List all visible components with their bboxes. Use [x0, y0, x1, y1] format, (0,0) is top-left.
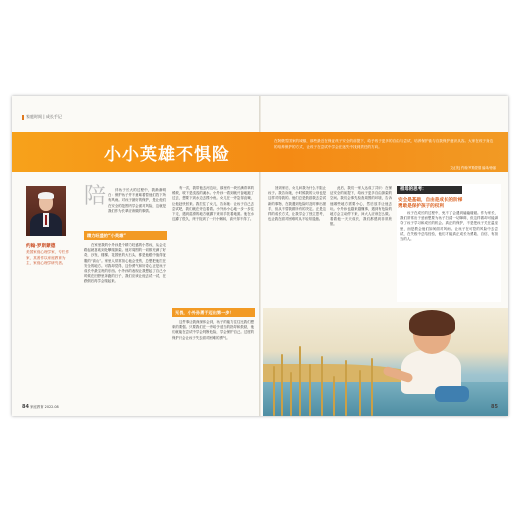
paragraph: 在家里我的小外孙是个精力旺盛的小男孩，从会走路起就喜欢到处攀爬探索。他对周围的一切都充满了好奇，沙发、楼梯、花园里的大石头，都是他眼中值得征服的“高山”。家里人常常担心他会受伤，总想把他拦在安全的地方。可我却觉得，这份勇气和好奇心正是孩子成长中最宝贵的东西。小外孙的表现让我想起了自己小时候在田野里奔跑的日子，我们应该让他去试一试，在跌倒后再学会爬起来。 — [84, 243, 166, 284]
drop-cap: 陪 — [84, 184, 107, 209]
sidebar-subhead-1: 安全是基础，自由是成长的阶梯 — [398, 198, 463, 203]
section-header: 家庭时间 | 成长手记 — [22, 114, 62, 120]
column-2-cont — [172, 320, 254, 410]
paragraph: 伴孩子长大的过程中，我渐渐明白：保护孩子并不意味着替他们挡下所有风雨。对孩子最好的保护，是让他们在安全的范围内学会面对风险，这就是我们作为长辈应该做的事情。 — [108, 188, 166, 213]
magazine-spread — [12, 96, 508, 416]
boy-by-river-illustration — [263, 308, 508, 416]
section-marker — [22, 115, 24, 120]
author-bio: 美国家庭心理学家，专栏作家，其著作以家庭教育为主，家庭心理学研究者。 — [26, 250, 70, 265]
left-footer — [22, 404, 59, 410]
paragraph: 回到家后，女儿问我为什么不阻止孩子。我告诉她，小时候我的父母也是这样对待我的。他们总是鼓励我去尝试新的事物，在我遇到危险时及时伸出援手，但从不替我做所有的决定。正是这样的成长方式，让我学会了独立思考，也让我在面对困难时从不轻易退缩。 — [268, 186, 326, 222]
paragraph: 有一次，我带他去河边玩，那里有一块长满青草的缓坡，坡下是浅浅的溪水。小外孙一看到就兴奋地跑了过去，想要下到水边去摸小鱼。女儿在一旁急得直喊，让他赶快回来。我拦住了女儿，告诉她：让孩子自己去尝试吧，我们就在旁边看着。小外孙小心地一步一步往下走，遇到湿滑的地方就蹲下来用手扶着地面。他在水边蹲了很久，终于捉到了一只小蝌蚪，高兴得不得了。 — [172, 186, 254, 222]
sidebar-body — [400, 211, 498, 301]
column-4 — [330, 186, 392, 306]
article-deck: 在阿俄雪国家的城镇，那些最近在保证孩子安全的前提下，给予孩子更多的自由与尝试，培养保护欲与自我保护意识从容。大家在孩子身边的培养保护的方式，让孩子在尝试中学会在迷失中找到责任的方向。 — [274, 139, 494, 149]
left-page-number: 84 — [22, 404, 29, 410]
subhead-2: 无畏，小外孙勇于迈出第一步！ — [172, 308, 255, 317]
right-page-number: 85 — [491, 404, 498, 410]
column-1 — [84, 243, 166, 409]
sidebar-heading: 祖母的思考： — [397, 186, 462, 194]
byline: 文/[美] 约翰·罗斯蒙德 编译/徐丽 — [450, 166, 496, 170]
magazine-name: 家庭教育 2022.08 — [30, 405, 59, 409]
right-footer — [491, 404, 498, 410]
column-3 — [268, 186, 326, 306]
section-name: 家庭时间 — [26, 114, 42, 119]
sidebar-subhead-2: 勇敢是保护孩子的权利 — [398, 204, 444, 209]
column-1-intro — [108, 188, 166, 230]
author-photo — [26, 186, 66, 236]
article-title: 小小英雄不惧险 — [104, 145, 230, 165]
subhead-1: 精力旺盛的“小英雄” — [84, 231, 167, 240]
column-2 — [172, 186, 254, 306]
column-name: 成长手记 — [45, 114, 62, 119]
paragraph: 孩子在成长的过程中，免不了会遇到磕磕碰碰。作为家长，我们常常出于爱而想要为孩子扫清一切障碍，但这样做却可能剥夺了孩子学习和成长的机会。真正的保护，不是把孩子关在温室里，而是教会他们如何面对风雨。让孩子在可控的风险中去尝试，在失败中总结经验，他们才能真正成长为勇敢、自信、有担当的人。 — [400, 211, 498, 242]
paragraph: 此后，我们一家人达成了共识：在保证安全的前提下，给孩子更多自由探索的空间。我们会事先检查周围的环境，告诉他哪些地方需要小心，然后放手让他去玩。小外孙也越来越懂事，遇到有危险的地方会主动停下来，问大人应该怎么做。看着他一天天成长，我们都感到非常欣慰。 — [330, 186, 392, 227]
author-name: 约翰·罗斯蒙德 — [26, 244, 56, 249]
paragraph: 这件事让我深深体会到，孩子的能力往往比我们想象的要强。只要我们在一旁给予适当的指导和鼓励，他们就能在尝试中学会判断危险，学会保护自己。过度的保护只会让孩子失去面对困难的勇气。 — [172, 320, 254, 340]
